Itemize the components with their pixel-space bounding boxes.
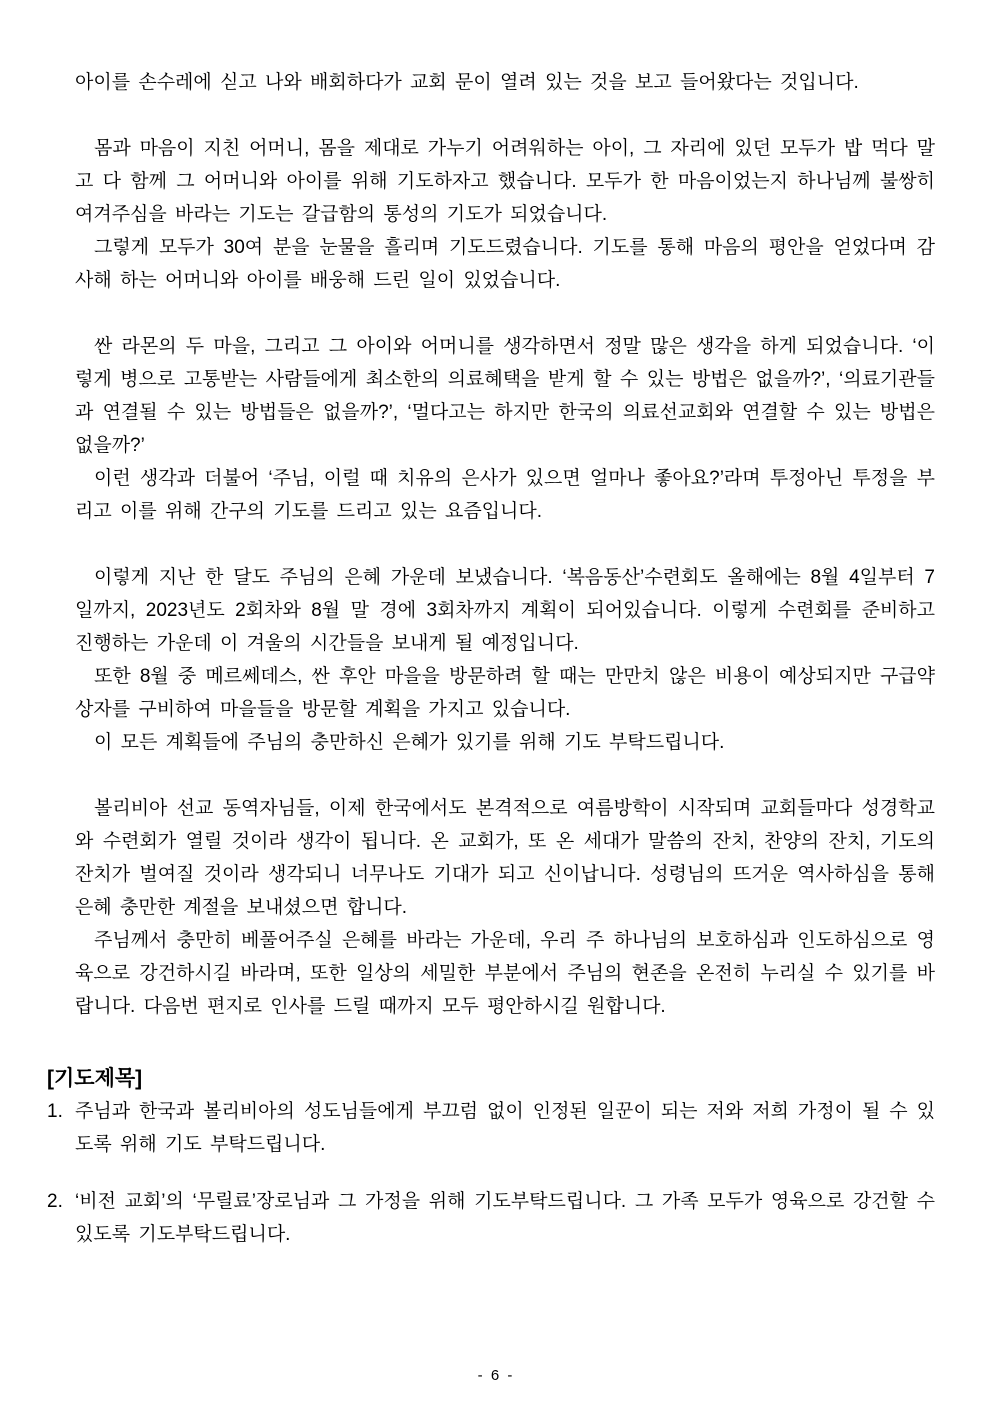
paragraph: 주님께서 충만히 베풀어주실 은혜를 바라는 가운데, 우리 주 하나님의 보호하심과 인도하심으로 영육으로 강건하시길 바라며, 또한 일상의 세밀한 부분에서 주님의 현존을 온전히 누리실 수 있기를 바랍니다. 다음번 편지로 인사를 드릴 때까지 모두 평안하시길 원합니다. — [75, 930, 935, 1017]
prayer-item — [47, 1185, 935, 1251]
paragraph: 몸과 마음이 지친 어머니, 몸을 제대로 가누기 어려워하는 아이, 그 자리에 있던 모두가 밥 먹다 말고 다 함께 그 어머니와 아이를 위해 기도하자고 했습니다. 모두가 한 마음이었는지 하나님께 불쌍히 여겨주심을 바라는 기도는 갈급함의 통성의 기도가 되었습니다. — [75, 138, 935, 225]
prayer-topics-heading: [기도제목] — [47, 1067, 143, 1090]
prayer-item — [47, 1095, 935, 1161]
paragraph: 싼 라몬의 두 마을, 그리고 그 아이와 어머니를 생각하면서 정말 많은 생각을 하게 되었습니다. ‘이렇게 병으로 고통받는 사람들에게 최소한의 의료혜택을 받게 할 수 있는 방법은 없을까?’, ‘의료기관들과 연결될 수 있는 방법들은 없을까?’, ‘멀다고는 하지만 한국의 의료선교회와 연결할 수 있는 방법은 없을까?’ — [75, 336, 935, 456]
paragraph: 아이를 손수레에 싣고 나와 배회하다가 교회 문이 열려 있는 것을 보고 들어왔다는 것입니다. — [75, 72, 859, 93]
paragraph: 이렇게 지난 한 달도 주님의 은혜 가운데 보냈습니다. ‘복음동산’수련회도 올해에는 8월 4일부터 7일까지, 2023년도 2회차와 8월 말 경에 3회차까지 계획이 되어있습니다. 이렇게 수련회를 준비하고 진행하는 가운데 이 겨울의 시간들을 보내게 될 예정입니다. — [75, 567, 935, 654]
page-number: - 6 - — [477, 1367, 515, 1384]
paragraph: 이런 생각과 더불어 ‘주님, 이럴 때 치유의 은사가 있으면 얼마나 좋아요?’라며 투정아닌 투정을 부리고 이를 위해 간구의 기도를 드리고 있는 요즘입니다. — [75, 468, 935, 522]
prayer-item-text: 주님과 한국과 볼리비아의 성도님들에게 부끄럼 없이 인정된 일꾼이 되는 저와 저희 가정이 될 수 있도록 위해 기도 부탁드립니다. — [75, 1101, 935, 1155]
paragraph: 또한 8월 중 메르쎄데스, 싼 후안 마을을 방문하려 할 때는 만만치 않은 비용이 예상되지만 구급약상자를 구비하여 마을들을 방문할 계획을 가지고 있습니다. — [75, 666, 935, 720]
prayer-item-number: 1. — [47, 1101, 63, 1122]
paragraph: 이 모든 계획들에 주님의 충만하신 은혜가 있기를 위해 기도 부탁드립니다. — [94, 732, 725, 753]
prayer-item-text: ‘비전 교회’의 ‘무릴료’장로님과 그 가정을 위해 기도부탁드립니다. 그 가족 모두가 영육으로 강건할 수 있도록 기도부탁드립니다. — [75, 1191, 935, 1245]
paragraph: 볼리비아 선교 동역자님들, 이제 한국에서도 본격적으로 여름방학이 시작되며 교회들마다 성경학교와 수련회가 열릴 것이라 생각이 됩니다. 온 교회가, 또 온 세대가 말씀의 잔치, 찬양의 잔치, 기도의 잔치가 벌여질 것이라 생각되니 너무나도 기대가 되고 신이납니다. 성령님의 뜨거운 역사하심을 통해 은혜 충만한 계절을 보내셨으면 합니다. — [75, 798, 935, 918]
paragraph: 그렇게 모두가 30여 분을 눈물을 흘리며 기도드렸습니다. 기도를 통해 마음의 평안을 얻었다며 감사해 하는 어머니와 아이를 배웅해 드린 일이 있었습니다. — [75, 237, 935, 291]
prayer-item-number: 2. — [47, 1191, 63, 1212]
